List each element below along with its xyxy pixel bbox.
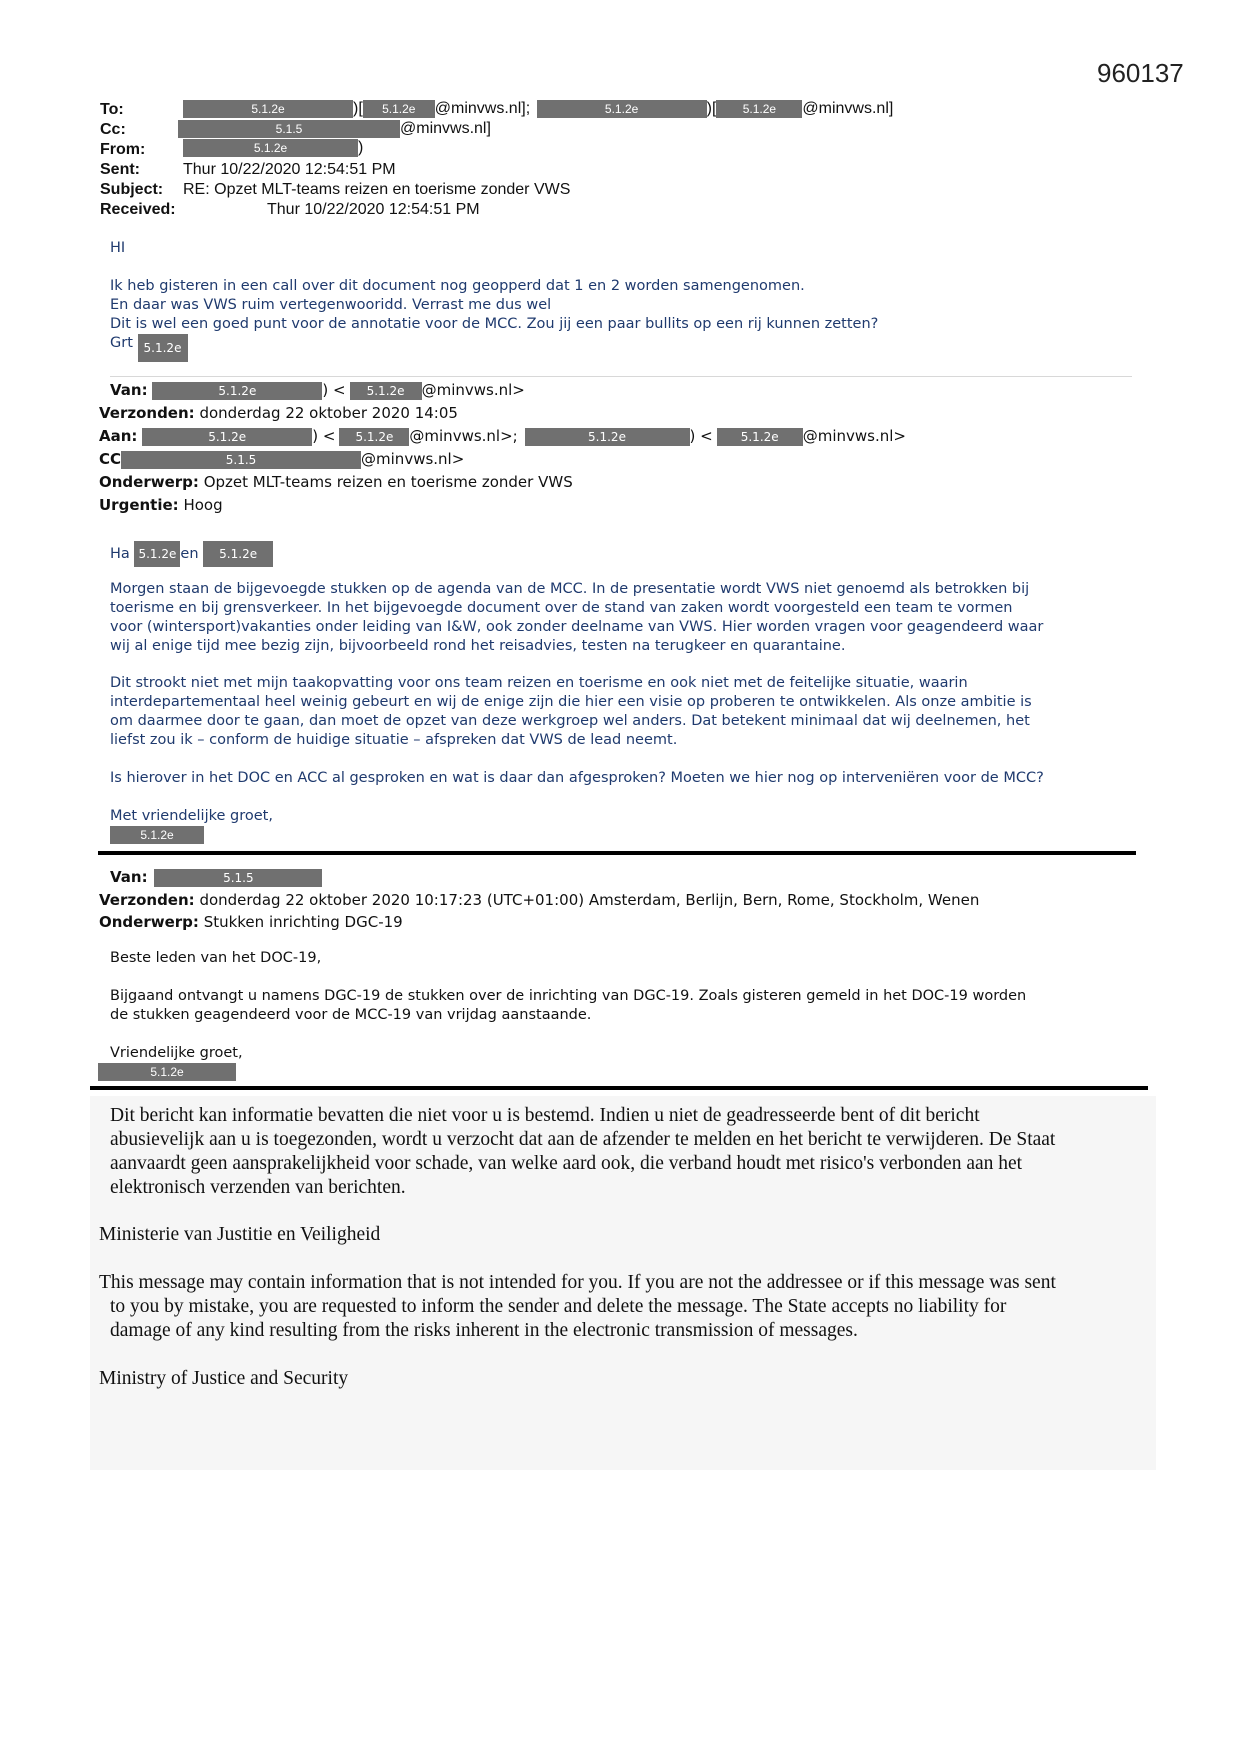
van-domain: @minvws.nl> bbox=[421, 381, 525, 399]
aan-row bbox=[99, 425, 906, 447]
sent-row bbox=[100, 160, 140, 180]
received-row bbox=[100, 200, 176, 220]
disclaimer-line: Dit bericht kan informatie bevatten die niet voor u is bestemd. Indien u niet de geadresseerde bent of dit bericht bbox=[110, 1105, 980, 1126]
redaction-box: 5.1.2e bbox=[152, 382, 322, 400]
redaction-box: 5.1.2e bbox=[183, 139, 358, 157]
reply-line: Dit is wel een goed punt voor de annotatie voor de MCC. Zou jij een paar bullits op een rij kunnen zetten? bbox=[110, 316, 879, 332]
to-separator: )[ bbox=[706, 100, 717, 117]
cc-domain: @minvws.nl] bbox=[400, 120, 491, 137]
message3-greeting: Beste leden van het DOC-19, bbox=[110, 950, 322, 966]
onderwerp-value: Opzet MLT-teams reizen en toerisme zonder VWS bbox=[203, 473, 573, 491]
onderwerp-value-3: Stukken inrichting DGC-19 bbox=[203, 913, 403, 931]
paragraph-line: de stukken geagendeerd voor de MCC-19 van vrijdag aanstaande. bbox=[110, 1007, 592, 1023]
to-recipients bbox=[183, 99, 893, 119]
cc-label: Cc: bbox=[100, 121, 126, 138]
verzonden-label: Verzonden: bbox=[99, 404, 195, 422]
paragraph-line: om daarmee door te gaan, dan moet de opzet van deze werkgroep wel anders. Dat betekent minimaal dat wij deelnemen, het bbox=[110, 713, 1030, 729]
redaction-box: 5.1.2e bbox=[134, 541, 180, 567]
verzonden-value: donderdag 22 oktober 2020 14:05 bbox=[199, 404, 458, 422]
disclaimer-line: aanvaardt geen aansprakelijkheid voor schade, van welke aard ook, die verband houdt met risico's verbonden aan het bbox=[110, 1153, 1023, 1174]
reply-signoff bbox=[110, 334, 188, 362]
from-close: ) bbox=[358, 139, 364, 156]
disclaimer-line: to you by mistake, you are requested to inform the sender and delete the message. The State accepts no liability for bbox=[110, 1296, 1007, 1317]
onderwerp-row bbox=[99, 471, 573, 493]
redaction-box: 5.1.5 bbox=[121, 451, 361, 469]
to-row bbox=[100, 100, 124, 120]
to-domain: @minvws.nl]; bbox=[434, 100, 531, 117]
separator-line bbox=[98, 851, 1136, 855]
reply-line: Ik heb gisteren in een call over dit document nog geopperd dat 1 en 2 worden samengenomen. bbox=[110, 278, 805, 294]
redaction-box: 5.1.2e bbox=[537, 100, 707, 118]
verzonden-value-3: donderdag 22 oktober 2020 10:17:23 (UTC+01:00) Amsterdam, Berlijn, Bern, Rome, Stockholm, Wenen bbox=[199, 891, 980, 909]
message2-signoff: Met vriendelijke groet, bbox=[110, 808, 273, 824]
message2-signature bbox=[110, 826, 204, 844]
sent-value: Thur 10/22/2020 12:54:51 PM bbox=[183, 161, 396, 178]
received-value: Thur 10/22/2020 12:54:51 PM bbox=[267, 201, 480, 218]
document-number: 960137 bbox=[1097, 58, 1184, 88]
from-sender bbox=[183, 138, 363, 158]
subject-row bbox=[100, 180, 163, 200]
urgentie-value: Hoog bbox=[183, 496, 223, 514]
disclaimer-line: elektronisch verzenden van berichten. bbox=[110, 1177, 406, 1198]
redaction-box: 5.1.2e bbox=[350, 382, 422, 400]
redaction-box: 5.1.2e bbox=[339, 428, 409, 446]
cc-label-2: CC bbox=[99, 450, 122, 468]
van-row bbox=[110, 379, 525, 401]
ministry-nl: Ministerie van Justitie en Veiligheid bbox=[99, 1224, 381, 1245]
to-domain: @minvws.nl] bbox=[802, 100, 894, 117]
verzonden-row-3 bbox=[99, 889, 979, 911]
sent-label: Sent: bbox=[100, 161, 140, 178]
paragraph-line: wij al enige tijd mee bezig zijn, bijvoorbeeld rond het reisadvies, testen na terugkeer en quarantaine. bbox=[110, 638, 846, 654]
from-label: From: bbox=[100, 141, 146, 158]
redaction-box: 5.1.2e bbox=[138, 334, 188, 362]
reply-line: En daar was VWS ruim vertegenwooridd. Verrast me dus wel bbox=[110, 297, 552, 313]
redaction-box: 5.1.5 bbox=[154, 869, 322, 887]
to-label: To: bbox=[100, 101, 124, 118]
verzonden-row bbox=[99, 402, 458, 424]
paragraph-line: Dit strookt niet met mijn taakopvatting voor ons team reizen en toerisme en ook niet met de feitelijke situatie, waarin bbox=[110, 675, 968, 691]
paragraph-line: Is hierover in het DOC en ACC al gesproken en wat is daar dan afgesproken? Moeten we hier nog op interveniëren voor de MCC? bbox=[110, 770, 1044, 786]
aan-separator: ) < bbox=[689, 427, 713, 445]
cc-domain-2: @minvws.nl> bbox=[361, 450, 465, 468]
cc-row bbox=[100, 120, 126, 140]
reply-signoff-text: Grt bbox=[110, 335, 133, 351]
cc-row-2 bbox=[99, 448, 464, 470]
redaction-box: 5.1.2e bbox=[203, 541, 273, 567]
van-label-3: Van: bbox=[110, 868, 148, 886]
aan-domain: @minvws.nl>; bbox=[409, 427, 518, 445]
separator-line bbox=[110, 376, 1132, 377]
urgentie-row bbox=[99, 494, 223, 516]
message3-signoff: Vriendelijke groet, bbox=[110, 1045, 243, 1061]
separator-line bbox=[90, 1086, 1148, 1090]
aan-label: Aan: bbox=[99, 427, 138, 445]
aan-domain: @minvws.nl> bbox=[802, 427, 906, 445]
onderwerp-row-3 bbox=[99, 911, 403, 933]
van-separator: ) < bbox=[322, 381, 346, 399]
paragraph-line: voor (wintersport)vakanties onder leiding van I&W, ook zonder deelname van VWS. Hier worden vragen voor geagendeerd waar bbox=[110, 619, 1044, 635]
van-row-3 bbox=[110, 866, 322, 888]
urgentie-label: Urgentie: bbox=[99, 496, 179, 514]
disclaimer-line: This message may contain information that is not intended for you. If you are not the addressee or if this message was sent bbox=[99, 1272, 1056, 1293]
message2-greeting bbox=[110, 541, 273, 567]
paragraph-line: Morgen staan de bijgevoegde stukken op de agenda van de MCC. In de presentatie wordt VWS niet genoemd als betrokken bij bbox=[110, 581, 1030, 597]
from-row bbox=[100, 140, 145, 160]
aan-separator: ) < bbox=[312, 427, 336, 445]
subject-label: Subject: bbox=[100, 181, 164, 198]
disclaimer-line: abusievelijk aan u is toegezonden, wordt u verzocht dat aan de afzender te melden en het bericht te verwijderen. De Staat bbox=[110, 1129, 1056, 1150]
to-separator: )[ bbox=[353, 100, 363, 117]
reply-greeting: HI bbox=[110, 240, 126, 256]
redaction-box: 5.1.2e bbox=[183, 100, 353, 118]
greeting-en: en bbox=[180, 546, 199, 562]
van-label: Van: bbox=[110, 381, 148, 399]
redaction-box: 5.1.2e bbox=[142, 428, 312, 446]
paragraph-line: toerisme en bij grensverkeer. In het bijgevoegde document over de stand van zaken wordt voorgesteld een team te vormen bbox=[110, 600, 1013, 616]
paragraph-line: Bijgaand ontvangt u namens DGC-19 de stukken over de inrichting van DGC-19. Zoals gisteren gemeld in het DOC-19 worden bbox=[110, 988, 1027, 1004]
redaction-box: 5.1.2e bbox=[525, 428, 690, 446]
message3-signature bbox=[98, 1063, 236, 1081]
paragraph-line: liefst zou ik – conform de huidige situatie – afspreken dat VWS de lead neemt. bbox=[110, 732, 678, 748]
greeting-ha: Ha bbox=[110, 546, 130, 562]
onderwerp-label-3: Onderwerp: bbox=[99, 913, 199, 931]
redaction-box: 5.1.2e bbox=[110, 826, 204, 844]
redaction-box: 5.1.2e bbox=[98, 1063, 236, 1081]
subject-value: RE: Opzet MLT-teams reizen en toerisme zonder VWS bbox=[183, 181, 571, 198]
redaction-box: 5.1.2e bbox=[717, 428, 803, 446]
disclaimer-line: damage of any kind resulting from the risks inherent in the electronic transmission of messages. bbox=[110, 1320, 858, 1341]
redaction-box: 5.1.2e bbox=[716, 100, 802, 118]
cc-recipients bbox=[178, 119, 491, 139]
verzonden-label-3: Verzonden: bbox=[99, 891, 195, 909]
paragraph-line: interdepartementaal heel weinig gebeurt en wij de enige zijn die hier een visie op proberen te ontwikkelen. Als onze ambitie is bbox=[110, 694, 1032, 710]
redaction-box: 5.1.5 bbox=[178, 120, 400, 138]
ministry-en: Ministry of Justice and Security bbox=[99, 1368, 349, 1389]
redaction-box: 5.1.2e bbox=[363, 100, 435, 118]
received-label: Received: bbox=[100, 201, 176, 218]
onderwerp-label: Onderwerp: bbox=[99, 473, 199, 491]
